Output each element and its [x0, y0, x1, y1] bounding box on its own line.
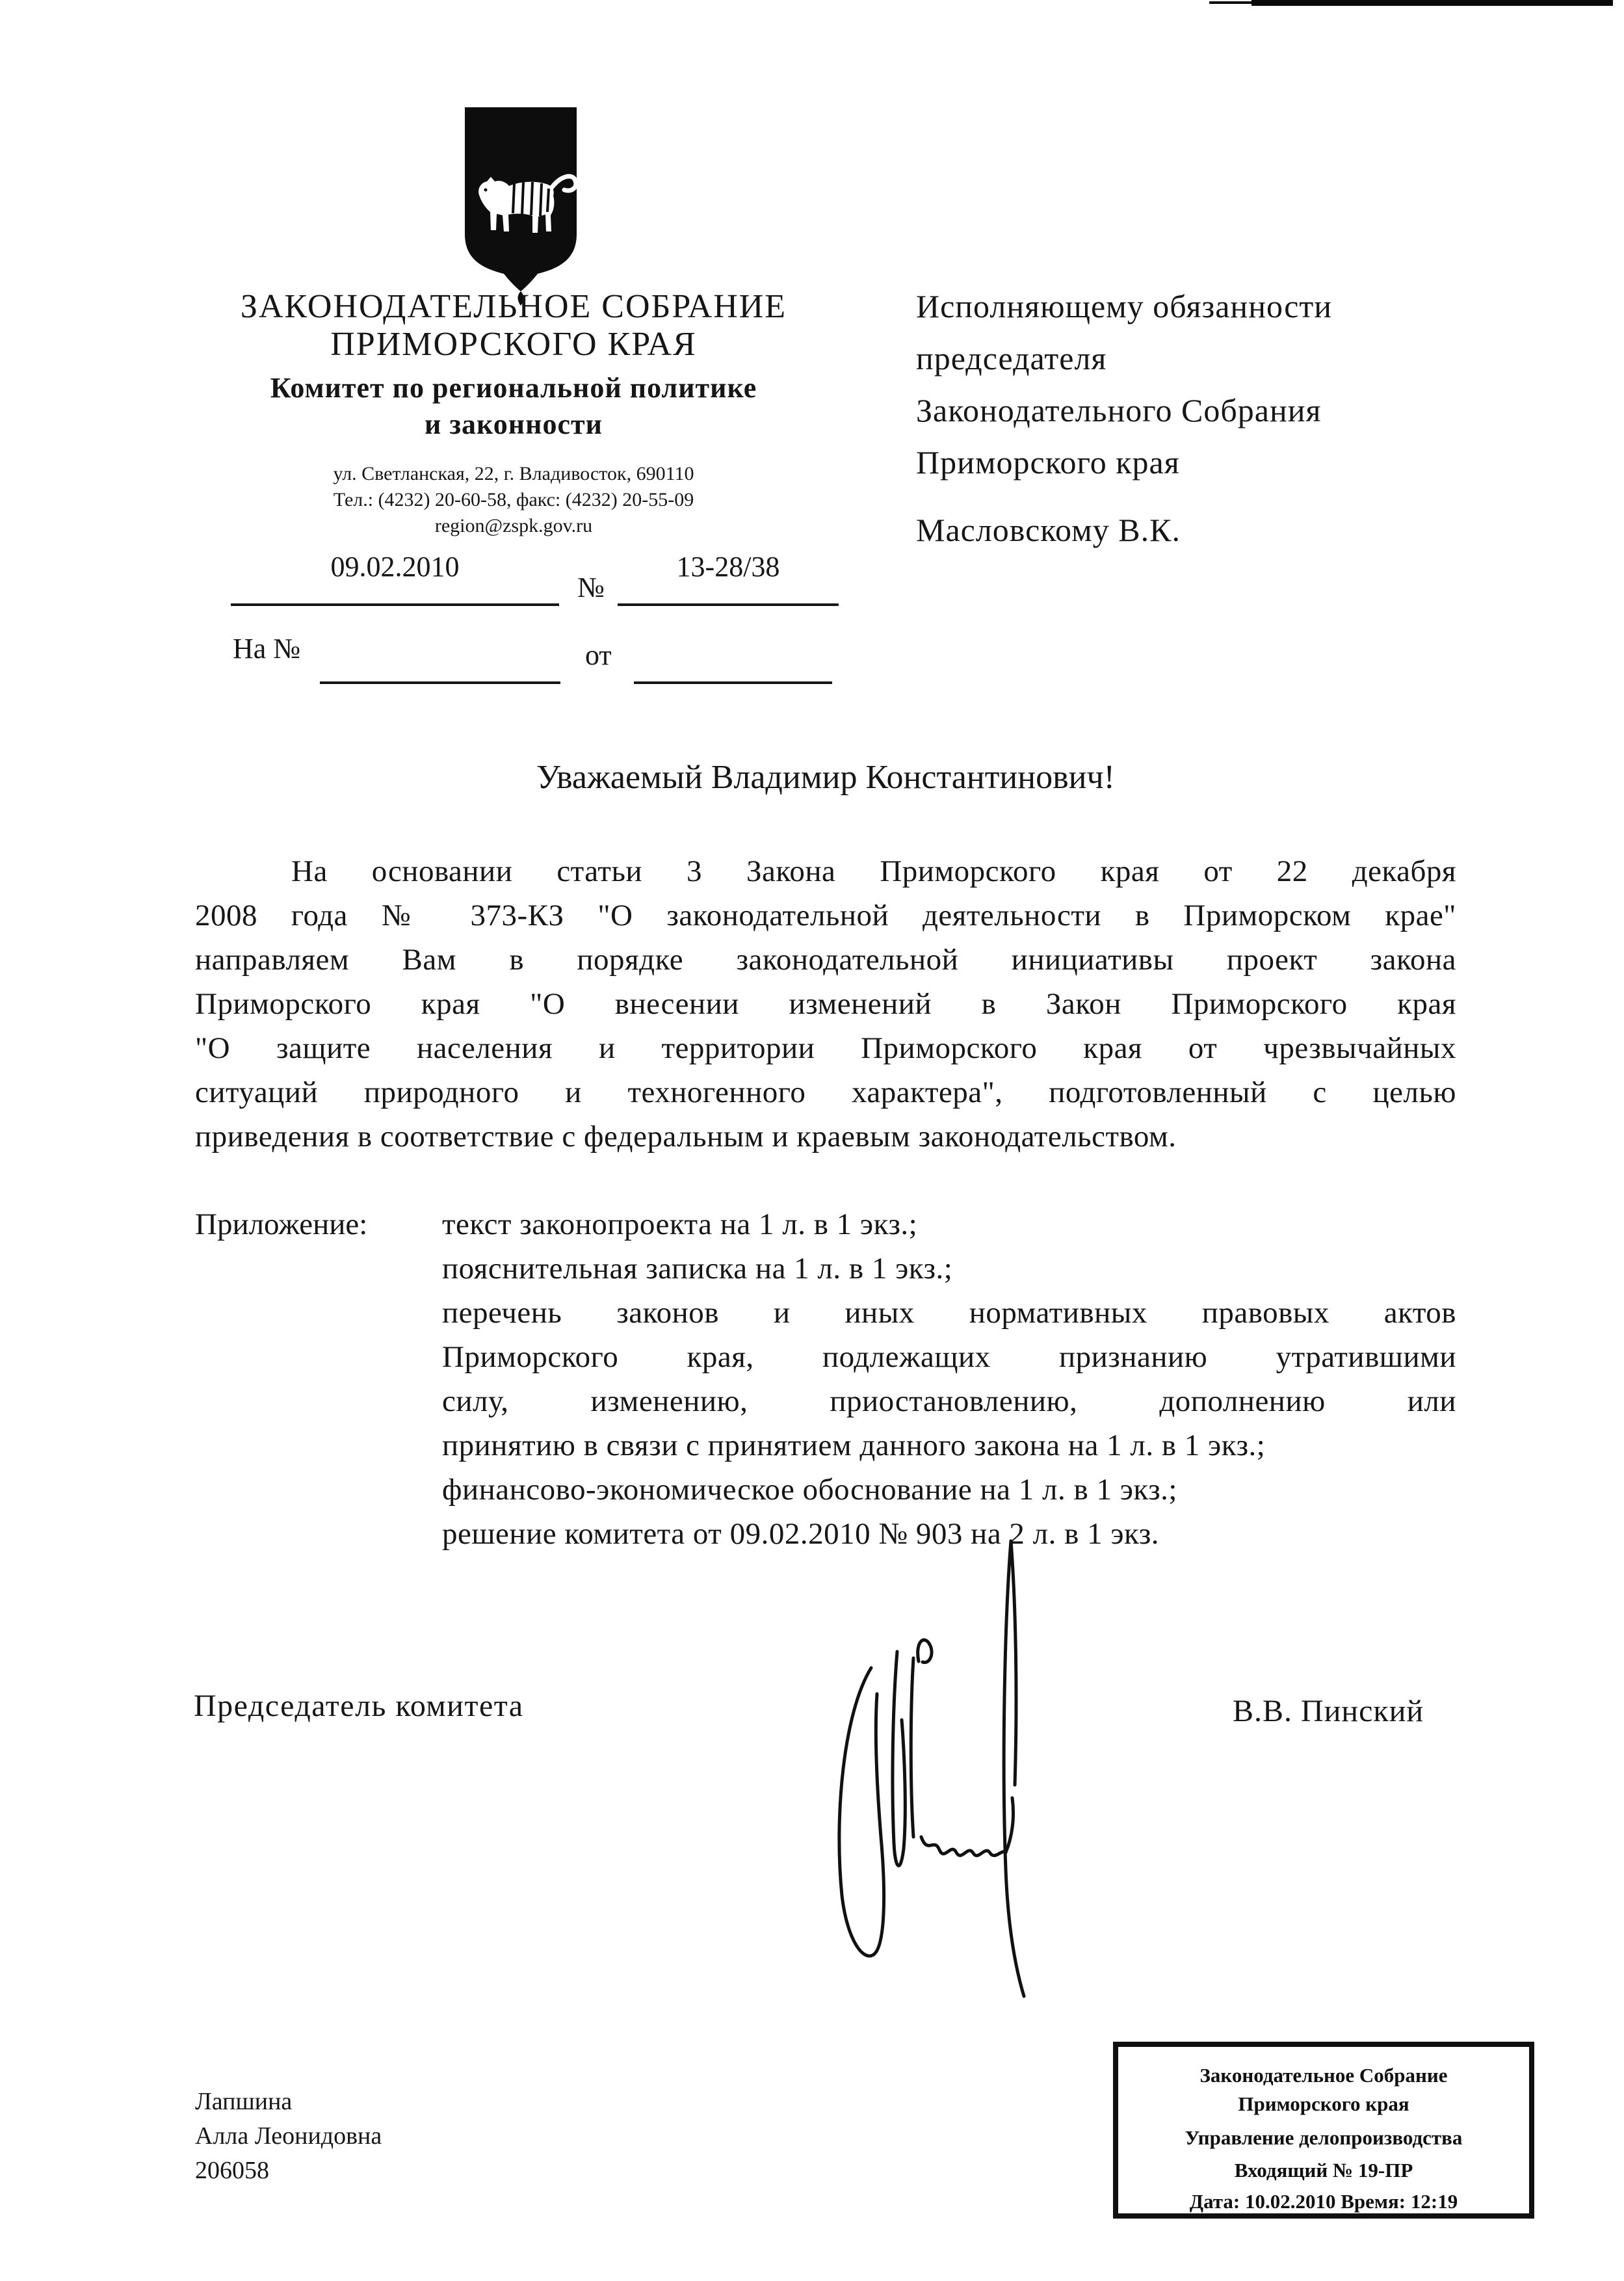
letter-number: 13-28/38	[676, 551, 780, 583]
coat-of-arms-icon	[460, 104, 582, 310]
attachment-item: силу, изменению, приостановлению, дополнению или	[442, 1384, 1456, 1418]
recipient-line: Исполняющему обязанности	[916, 288, 1332, 324]
sender-phone-fax: Тел.: (4232) 20-60-58, факс: (4232) 20-55-09	[333, 489, 694, 510]
recipient-line: Законодательного Собрания	[916, 392, 1322, 429]
recipient-line: председателя	[916, 340, 1107, 376]
executor-phone: 206058	[195, 2157, 269, 2184]
body-line: приведения в соответствие с федеральным и краевым законодательством.	[195, 1120, 1177, 1154]
stamp-org-line2: Приморского края	[1238, 2092, 1409, 2115]
attachment-item: финансово-экономическое обоснование на 1 л. в 1 экз.;	[442, 1473, 1177, 1507]
date-underline	[231, 603, 559, 606]
attachment-item: Приморского края, подлежащих признанию утратившими	[442, 1340, 1456, 1374]
scan-artifact-streak-2	[1209, 1, 1255, 4]
attachment-item: текст законопроекта на 1 л. в 1 экз.;	[442, 1207, 918, 1241]
executor-last-name: Лапшина	[195, 2088, 293, 2115]
sender-email: region@zspk.gov.ru	[434, 515, 593, 536]
recipient-block	[916, 280, 1488, 488]
sender-committee-line2: и законности	[424, 408, 603, 440]
stamp-incoming-number: Входящий № 19-ПР	[1234, 2159, 1413, 2182]
from-label: от	[585, 639, 612, 671]
attachments-label: Приложение:	[195, 1207, 368, 1241]
stamp-date-time: Дата: 10.02.2010 Время: 12:19	[1189, 2190, 1458, 2213]
stamp-org-line1: Законодательное Собрание	[1199, 2064, 1448, 2087]
number-underline	[618, 603, 839, 606]
executor-first-middle: Алла Леонидовна	[195, 2122, 382, 2150]
executor-block	[195, 2085, 382, 2188]
sender-contact-block	[195, 461, 832, 539]
attachment-item: перечень законов и иных нормативных правовых актов	[442, 1296, 1456, 1330]
attachment-item: принятию в связи с принятием данного закона на 1 л. в 1 экз.;	[442, 1429, 1266, 1462]
from-underline	[634, 681, 832, 684]
stamp-department: Управление делопроизводства	[1185, 2126, 1463, 2149]
attachment-item: пояснительная записка на 1 л. в 1 экз.;	[442, 1252, 953, 1286]
letter-date: 09.02.2010	[330, 551, 460, 583]
signer-name: В.В. Пинский	[1233, 1694, 1424, 1728]
sender-org-line1: ЗАКОНОДАТЕЛЬНОЕ СОБРАНИЕ	[240, 288, 787, 325]
sender-org-line2: ПРИМОРСКОГО КРАЯ	[330, 326, 697, 363]
handwritten-signature	[809, 1531, 1095, 2006]
sender-address: ул. Светланская, 22, г. Владивосток, 690110	[333, 463, 694, 484]
reply-to-underline	[320, 681, 560, 684]
body-line: Приморского края "О внесении изменений в Закон Приморского края	[195, 987, 1456, 1021]
scan-artifact-streak	[1251, 0, 1613, 6]
recipient-name: Масловскому В.К.	[916, 512, 1181, 548]
attachments-list	[442, 1202, 1456, 1556]
body-line: На основании статьи 3 Закона Приморского края от 22 декабря	[291, 854, 1456, 888]
recipient-line: Приморского края	[916, 444, 1180, 481]
attachment-item: решение комитета от 09.02.2010 № 903 на 2 л. в 1 экз.	[442, 1517, 1160, 1551]
body-paragraph	[195, 849, 1456, 1159]
number-sign-label: №	[577, 572, 605, 603]
body-line: направляем Вам в порядке законодательной инициативы проект закона	[195, 943, 1456, 977]
reply-to-label: На №	[233, 633, 301, 665]
sender-committee-line1: Комитет по региональной политике	[270, 372, 757, 404]
salutation: Уважаемый Владимир Константинович!	[536, 759, 1115, 796]
body-line: ситуаций природного и техногенного характера", подготовленный с целью	[195, 1075, 1456, 1109]
body-line: "О защите населения и территории Приморского края от чрезвычайных	[195, 1031, 1456, 1065]
body-line: 2008 года № 373-КЗ "О законодательной деятельности в Приморском крае"	[195, 899, 1456, 932]
signer-position: Председатель комитета	[194, 1689, 524, 1723]
letterhead	[195, 288, 832, 539]
incoming-stamp	[1113, 2042, 1534, 2219]
